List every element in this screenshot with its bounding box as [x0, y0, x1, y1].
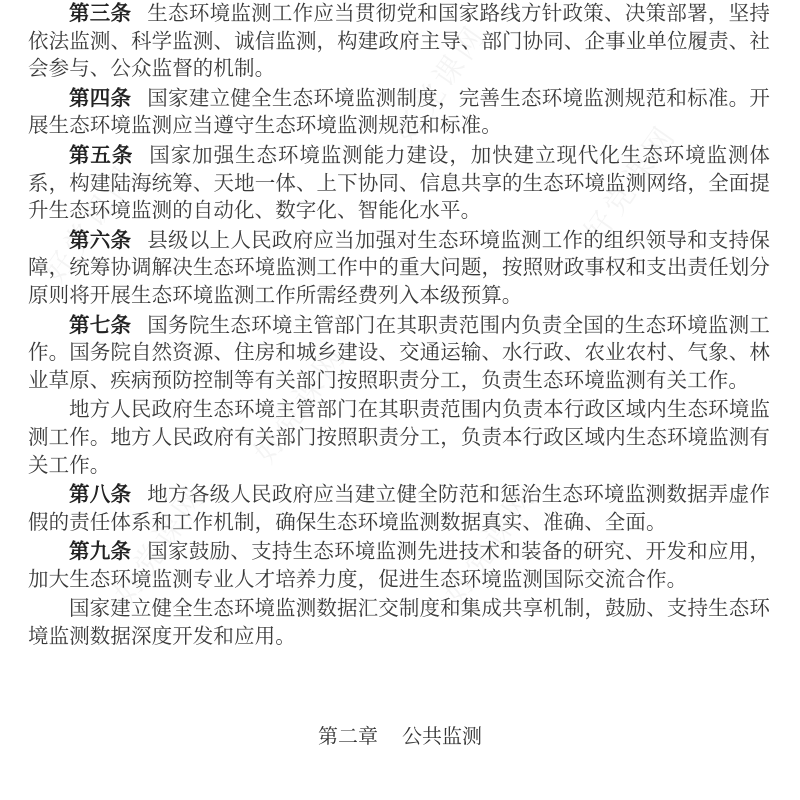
- article-label: 第三条: [69, 1, 132, 25]
- article-4: [28, 85, 770, 140]
- article-text: 国家建立健全生态环境监测制度，完善生态环境监测规范和标准。开展生态环境监测应当遵守生态环境监测规范和标准。: [28, 85, 770, 138]
- document-body: [28, 0, 770, 653]
- article-text: 国家建立健全生态环境监测数据汇交制度和集成共享机制，鼓励、支持生态环境监测数据深度开发和应用。: [28, 596, 770, 649]
- article-label: 第九条: [69, 539, 132, 564]
- article-label: 第六条: [69, 227, 132, 252]
- article-5: [28, 142, 770, 225]
- article-label: 第五条: [69, 142, 134, 167]
- article-9-paragraph-2: [28, 595, 770, 650]
- article-label: 第八条: [69, 482, 132, 507]
- article-9: [28, 538, 770, 593]
- article-text: 国家鼓励、支持生态环境监测先进技术和装备的研究、开发和应用，加大生态环境监测专业人才培养力度，促进生态环境监测国际交流合作。: [28, 539, 770, 591]
- article-8: [28, 481, 770, 536]
- chapter-title: 公共监测: [402, 724, 482, 748]
- article-text: 国家加强生态环境监测能力建设，加快建立现代化生态环境监测体系，构建陆海统筹、天地一体、上下协同、信息共享的生态环境监测网络，全面提升生态环境监测的自动化、数字化、智能化水平。: [28, 142, 770, 223]
- article-7-paragraph-2: [28, 396, 770, 479]
- article-6: [28, 227, 770, 310]
- article-text: 地方人民政府生态环境主管部门在其职责范围内负责本行政区域内生态环境监测工作。地方人民政府有关部门按照职责分工，负责本行政区域内生态环境监测有关工作。: [28, 397, 770, 477]
- article-text: 生态环境监测工作应当贯彻党和国家路线方针政策、决策部署，坚持依法监测、科学监测、诚信监测，构建政府主导、部门协同、企事业单位履责、社会参与、公众监督的机制。: [28, 1, 770, 81]
- article-text: 地方各级人民政府应当建立健全防范和惩治生态环境监测数据弄虚作假的责任体系和工作机制，确保生态环境监测数据真实、准确、全面。: [28, 482, 770, 534]
- chapter-heading: [0, 720, 800, 749]
- article-label: 第七条: [69, 312, 132, 337]
- article-text: 县级以上人民政府应当加强对生态环境监测工作的组织领导和支持保障，统筹协调解决生态环境监测工作中的重大问题，按照财政事权和支出责任划分原则将开展生态环境监测工作所需经费列入本级预算。: [28, 227, 770, 307]
- chapter-number: 第二章: [318, 724, 378, 748]
- article-label: 第四条: [69, 85, 132, 110]
- article-3: [28, 0, 770, 83]
- article-7: [28, 312, 770, 395]
- article-text: 国务院生态环境主管部门在其职责范围内负责全国的生态环境监测工作。国务院自然资源、住房和城乡建设、交通运输、水行政、农业农村、气象、林业草原、疾病预防控制等有关部门按照职责分工，负责生态环境监测有关工作。: [28, 312, 770, 392]
